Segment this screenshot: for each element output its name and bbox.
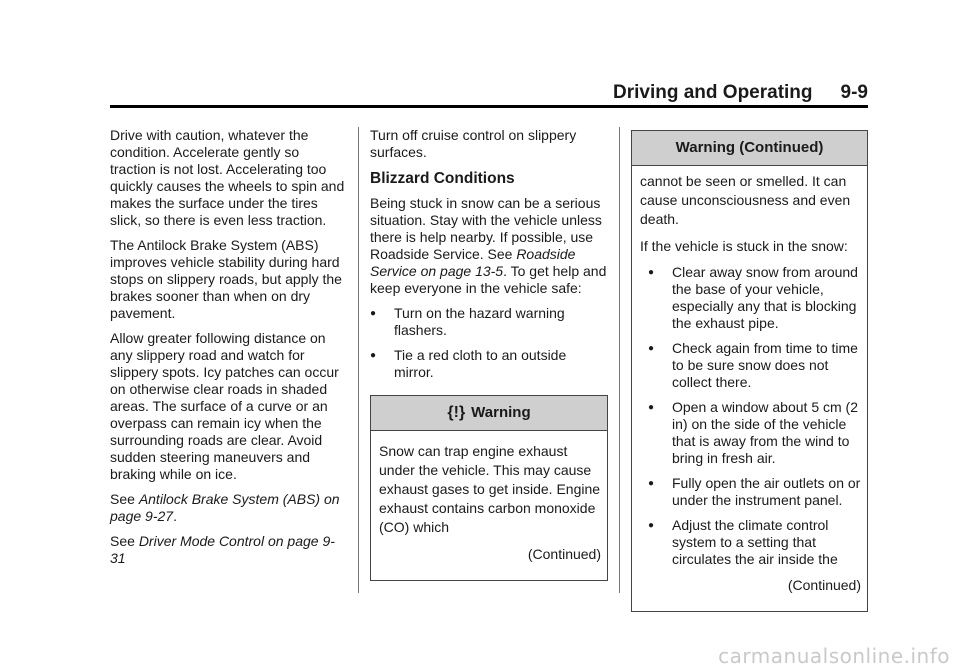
list-item-text: Clear away snow from around the base of your vehicle, especially any that is blocking the exhaust pipe. <box>672 264 858 331</box>
continued-label: (Continued) <box>527 546 601 562</box>
text: Being stuck in snow can be a serious situation. Stay with the vehicle unless there is help nearby. If possible, use Roadside Service. See <box>370 195 602 262</box>
warning-box <box>370 395 608 581</box>
see-prefix: See <box>110 491 139 507</box>
list-item-text: Open a window about 5 cm (2 in) on the side of the vehicle that is away from the wind to bring in fresh air. <box>672 399 858 466</box>
warning-header <box>371 396 607 431</box>
paragraph: The Antilock Brake System (ABS) improves vehicle stability during hard stops on slippery roads, but apply the brakes sooner than when on dry pavement. <box>110 237 342 321</box>
paragraph: Drive with caution, whatever the condition. Accelerate gently so traction is not lost. Accelerating too quickly causes the wheels to spin and makes the surface under the tires slick, so there is even less traction. <box>110 127 345 228</box>
bullet-icon: ● <box>370 350 377 361</box>
paragraph <box>370 195 608 297</box>
bullet-list <box>640 264 861 568</box>
list-item-text: Adjust the climate control system to a setting that circulates the air inside the <box>672 517 838 567</box>
list-item <box>370 305 608 339</box>
page-number: 9-9 <box>840 82 868 103</box>
reference-link[interactable]: Roadside Service on page 13-5 <box>370 246 576 279</box>
warning-title: Warning <box>471 404 531 421</box>
column-divider <box>619 127 620 593</box>
warning-body <box>371 431 607 580</box>
watermark: carmanualsonline.info <box>718 644 950 668</box>
list-item <box>648 340 861 391</box>
list-item <box>648 264 861 332</box>
bullet-icon: ● <box>370 308 377 319</box>
column-3 <box>631 130 868 612</box>
list-item <box>648 475 861 509</box>
list-item-text: Turn on the hazard warning flashers. <box>394 305 565 338</box>
text: . To get help and keep everyone in the vehicle safe: <box>370 263 607 296</box>
see-suffix: . <box>173 508 177 524</box>
bullet-icon: ● <box>648 402 655 413</box>
list-item-text: Check again from time to time to be sure snow does not collect there. <box>672 340 858 390</box>
list-item <box>370 347 608 381</box>
warning-text: If the vehicle is stuck in the snow: <box>640 238 848 254</box>
see-prefix: See <box>110 533 139 549</box>
reference-link[interactable]: Antilock Brake System (ABS) on page 9-27 <box>110 491 340 524</box>
list-item-text: Fully open the air outlets on or under the instrument panel. <box>672 475 861 508</box>
column-2 <box>370 127 608 581</box>
bullet-icon: ● <box>648 478 655 489</box>
warning-body <box>632 166 867 611</box>
section-title: Driving and Operating <box>613 82 813 103</box>
cross-reference <box>110 533 348 567</box>
paragraph: Allow greater following distance on any slippery road and watch for slippery spots. Icy patches can occur on otherwise clear roads in shaded areas. The surface of a curve or an overpass can remain icy when the surrounding roads are clear. Avoid sudden steering maneuvers and braking while on ice. <box>110 330 339 482</box>
bullet-list <box>370 305 608 381</box>
continued-label: (Continued) <box>787 577 861 593</box>
warning-box-continued <box>631 130 868 612</box>
column-divider <box>358 127 359 593</box>
warning-text: cannot be seen or smelled. It can cause unconsciousness and even death. <box>640 173 851 227</box>
header-rule <box>110 105 868 108</box>
section-heading: Blizzard Conditions <box>370 170 515 187</box>
warning-header: Warning (Continued) <box>632 131 867 166</box>
paragraph: Turn off cruise control on slippery surfaces. <box>370 127 577 160</box>
list-item-text: Tie a red cloth to an outside mirror. <box>394 347 567 380</box>
page-header <box>110 82 868 104</box>
bullet-icon: ● <box>648 267 655 278</box>
warning-text: Snow can trap engine exhaust under the vehicle. This may cause exhaust gases to get inside. Engine exhaust contains carbon monoxide (CO) which <box>379 443 601 535</box>
warning-icon: {!} <box>447 404 466 421</box>
bullet-icon: ● <box>648 520 655 531</box>
cross-reference <box>110 491 348 525</box>
reference-link[interactable]: Driver Mode Control on page 9-31 <box>110 533 335 566</box>
bullet-icon: ● <box>648 343 655 354</box>
list-item <box>648 517 861 568</box>
column-1 <box>110 127 348 575</box>
list-item <box>648 399 861 467</box>
